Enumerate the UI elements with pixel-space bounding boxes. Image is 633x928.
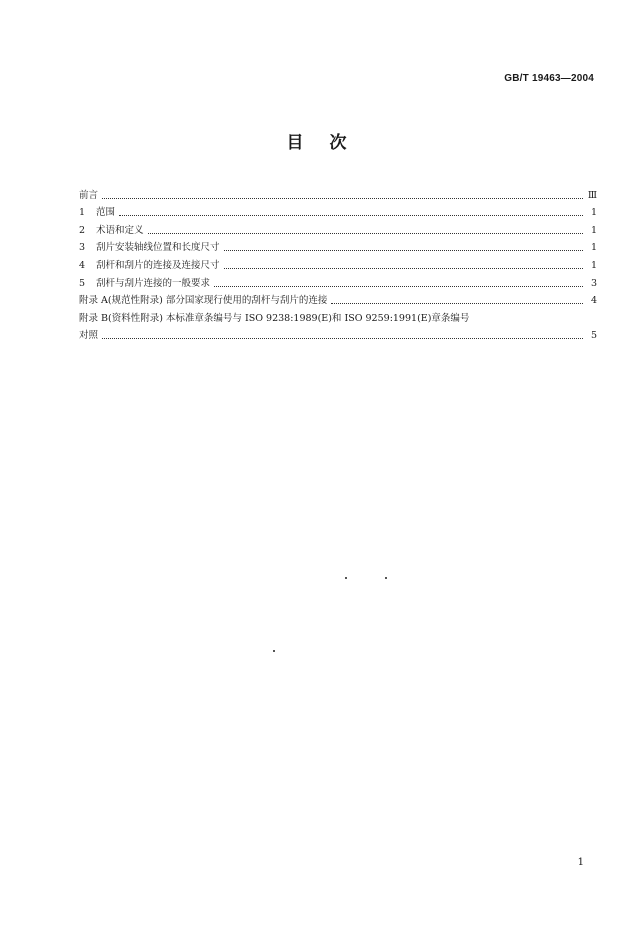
toc-leader-dots [224, 268, 583, 269]
toc-entry-section-3[interactable] [79, 237, 597, 255]
page-number: 1 [577, 857, 584, 868]
toc-entry-number: 5 [79, 277, 86, 289]
toc-entry-page: 1 [590, 224, 597, 236]
toc-entry-label: 对照 [79, 330, 99, 342]
toc-entry-label: 附录 A(规范性附录) 部分国家现行使用的刮杆与刮片的连接 [79, 295, 328, 307]
toc-entry-foreword[interactable] [79, 184, 597, 202]
toc-entry-section-4[interactable] [79, 254, 597, 272]
toc-entry-page: 4 [590, 295, 597, 307]
toc-entry-scope[interactable] [79, 202, 597, 220]
toc-entry-page: 5 [590, 330, 597, 342]
page-title: 目次 [286, 133, 373, 153]
toc-entry-number: 3 [79, 242, 86, 254]
toc-leader-dots [102, 338, 583, 339]
toc-entry-label: 附录 B(资料性附录) 本标准章条编号与 ISO 9238:1989(E)和 ISO 9259:1991(E)章条编号 [79, 312, 470, 324]
toc-entry-page: 1 [590, 207, 597, 219]
toc-entry-appendix-b[interactable] [79, 307, 597, 325]
standard-code: GB/T 19463—2004 [504, 73, 594, 84]
toc-leader-dots [224, 250, 583, 251]
toc-entry-section-5[interactable] [79, 272, 597, 290]
scan-speck [345, 577, 347, 579]
toc-entry-page: 1 [590, 242, 597, 254]
toc-leader-dots [214, 286, 583, 287]
toc-entry-page: 3 [590, 277, 597, 289]
toc-entry-number: 1 [79, 207, 86, 219]
table-of-contents [79, 184, 597, 342]
toc-leader-dots [148, 233, 583, 234]
toc-entry-label: 刮片安装轴线位置和长度尺寸 [96, 242, 220, 254]
toc-entry-label: 前言 [79, 189, 99, 201]
toc-entry-label: 术语和定义 [96, 224, 144, 236]
toc-leader-dots [331, 303, 583, 304]
toc-entry-number: 4 [79, 259, 86, 271]
toc-entry-appendix-a[interactable] [79, 290, 597, 308]
toc-entry-label: 刮杆与刮片连接的一般要求 [96, 277, 211, 289]
scan-speck [273, 650, 275, 652]
toc-entry-page: Ⅲ [587, 189, 597, 201]
toc-entry-label: 刮杆和刮片的连接及连接尺寸 [96, 259, 220, 271]
toc-entry-appendix-b-cont[interactable] [79, 325, 597, 343]
toc-entry-label: 范围 [96, 207, 116, 219]
toc-leader-dots [102, 198, 583, 199]
toc-entry-number: 2 [79, 224, 86, 236]
scan-speck [385, 577, 387, 579]
toc-entry-page: 1 [590, 259, 597, 271]
toc-leader-dots [119, 215, 583, 216]
toc-entry-terms[interactable] [79, 219, 597, 237]
